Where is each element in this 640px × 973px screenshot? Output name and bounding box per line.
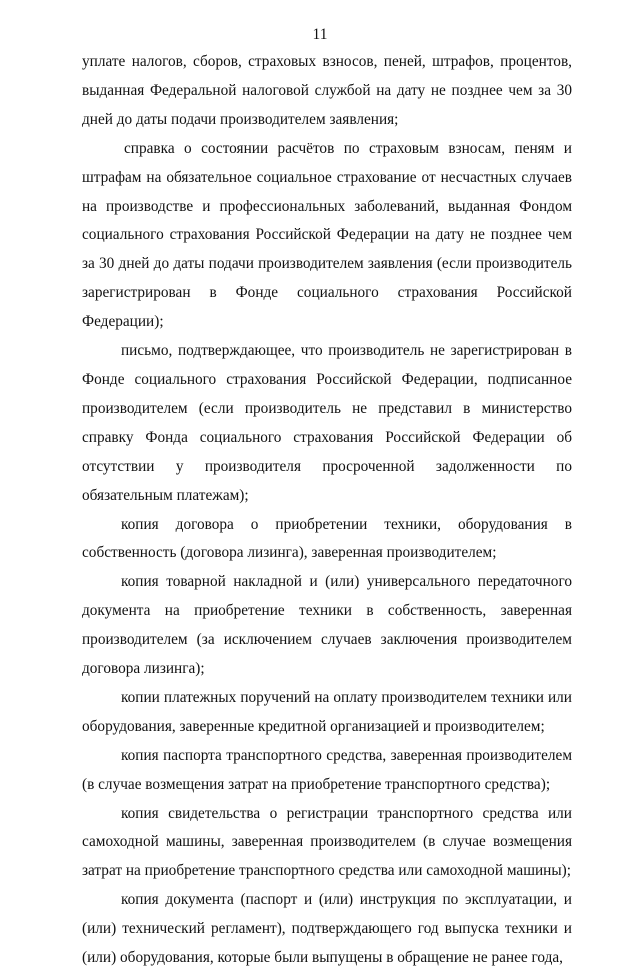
paragraph-registration-certificate: копия свидетельства о регистрации транспортного средства или самоходной машины, заверенная производителем (в случае возмещения затрат на приобретение транспортного средства или самоходной машины);: [82, 804, 572, 880]
paragraph-contract-copy: копия договора о приобретении техники, оборудования в собственность (договора лизинга), заверенная производителем;: [82, 515, 572, 562]
paragraph-non-registration-letter: письмо, подтверждающее, что производитель не зарегистрирован в Фонде социального страхования Российской Федерации, подписанное производителем (если производитель не представил в министерство справку Фонда социального страхования Российской Федерации об отсутствии у производителя просроченной задолженности по обязательным платежам);: [82, 342, 572, 504]
paragraph-manufacture-year-document: копия документа (паспорт и (или) инструкция по эксплуатации, и (или) технический регламент), подтверждающего год выпуска техники и (или) оборудования, которые были выпущены в обращение не ранее года,: [82, 891, 572, 967]
paragraph-social-insurance-certificate: справка о состоянии расчётов по страховым взносам, пеням и штрафам на обязательное социальное страхование от несчастных случаев на производстве и профессиональных заболеваний, выданная Фондом социального страхования Российской Федерации на дату не позднее чем за 30 дней до даты подачи производителем заявления (если производитель зарегистрирован в Фонде социального страхования Российской Федерации);: [82, 139, 572, 331]
paragraph-vehicle-passport: копия паспорта транспортного средства, заверенная производителем (в случае возмещения затрат на приобретение транспортного средства);: [82, 746, 572, 793]
paragraph-tax-certificate-continued: уплате налогов, сборов, страховых взносов, пеней, штрафов, процентов, выданная Федеральной налоговой службой на дату не позднее чем за 30 дней до даты подачи производителем заявления;: [82, 53, 572, 128]
paragraph-payment-orders: копии платежных поручений на оплату производителем техники или оборудования, заверенные кредитной организацией и производителем;: [82, 688, 572, 735]
page-number: 11: [312, 26, 328, 43]
paragraph-invoice-copy: копия товарной накладной и (или) универсального передаточного документа на приобретение техники в собственность, заверенная производителем (за исключением случаев заключения производителем договора лизинга);: [82, 573, 572, 678]
document-body: [82, 48, 572, 973]
